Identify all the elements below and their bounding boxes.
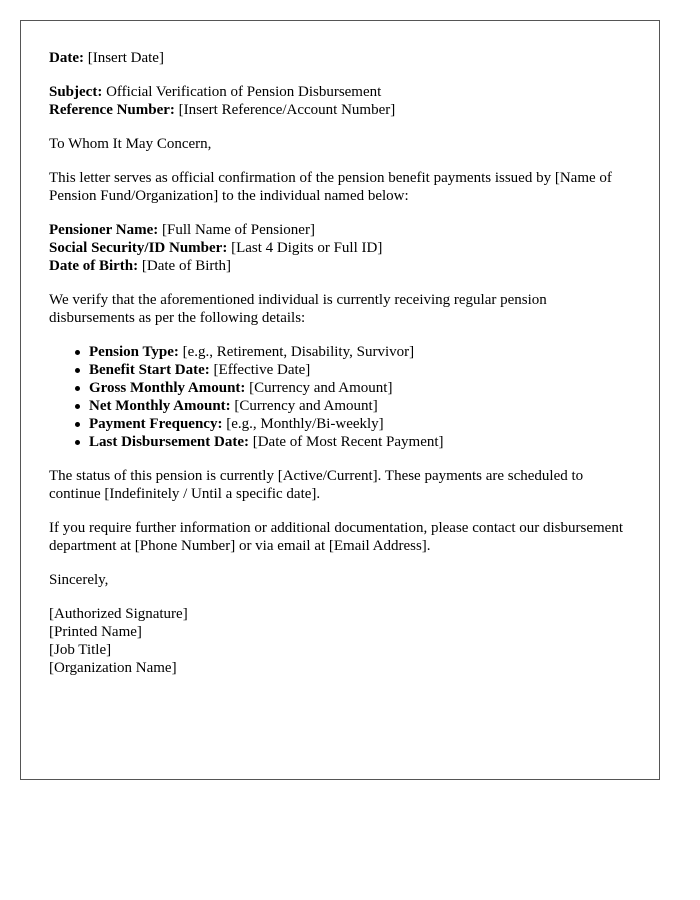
subject-line	[49, 83, 631, 101]
signature-line: [Authorized Signature]	[49, 606, 188, 622]
contact-paragraph: If you require further information or additional documentation, please contact our disbursement department at [Phone Number] or via email at [Email Address].	[49, 520, 623, 554]
pensioner-name-value: [Full Name of Pensioner]	[162, 222, 315, 238]
subject-label: Subject:	[49, 84, 103, 100]
organization-name: [Organization Name]	[49, 660, 177, 676]
detail-label: Net Monthly Amount:	[89, 398, 231, 414]
list-item	[89, 343, 631, 361]
detail-value: [Currency and Amount]	[234, 398, 378, 414]
pensioner-info-block	[49, 221, 631, 275]
date-label: Date:	[49, 50, 84, 66]
pensioner-name-label: Pensioner Name:	[49, 222, 159, 238]
detail-label: Pension Type:	[89, 344, 179, 360]
signature-block	[49, 605, 631, 677]
detail-value: [Date of Most Recent Payment]	[252, 434, 444, 450]
detail-value: [e.g., Retirement, Disability, Survivor]	[182, 344, 415, 360]
detail-value: [Currency and Amount]	[249, 380, 393, 396]
reference-line	[49, 101, 631, 119]
job-title: [Job Title]	[49, 642, 112, 658]
salutation: To Whom It May Concern,	[49, 136, 212, 152]
letter-document	[20, 20, 660, 780]
detail-label: Benefit Start Date:	[89, 362, 210, 378]
printed-name: [Printed Name]	[49, 624, 142, 640]
pensioner-id-line	[49, 239, 631, 257]
detail-value: [e.g., Monthly/Bi-weekly]	[226, 416, 384, 432]
list-item	[89, 397, 631, 415]
list-item	[89, 361, 631, 379]
pensioner-id-value: [Last 4 Digits or Full ID]	[231, 240, 383, 256]
list-item	[89, 415, 631, 433]
subject-value: Official Verification of Pension Disbursement	[106, 84, 382, 100]
pensioner-dob-value: [Date of Birth]	[141, 258, 232, 274]
detail-label: Gross Monthly Amount:	[89, 380, 246, 396]
subject-block	[49, 83, 631, 119]
pensioner-id-label: Social Security/ID Number:	[49, 240, 228, 256]
list-item	[89, 379, 631, 397]
pensioner-dob-line	[49, 257, 631, 275]
pensioner-dob-label: Date of Birth:	[49, 258, 139, 274]
intro-paragraph: This letter serves as official confirmation of the pension benefit payments issued by [Name of Pension Fund/Organization] to the individual named below:	[49, 170, 612, 204]
pension-details-list	[49, 343, 631, 451]
verify-paragraph: We verify that the aforementioned individual is currently receiving regular pension disbursements as per the following details:	[49, 292, 547, 326]
reference-value: [Insert Reference/Account Number]	[178, 102, 396, 118]
date-line	[49, 49, 631, 67]
detail-label: Payment Frequency:	[89, 416, 223, 432]
pensioner-name-line	[49, 221, 631, 239]
reference-label: Reference Number:	[49, 102, 175, 118]
closing: Sincerely,	[49, 572, 109, 588]
list-item	[89, 433, 631, 451]
date-value: [Insert Date]	[87, 50, 164, 66]
status-paragraph: The status of this pension is currently [Active/Current]. These payments are scheduled to continue [Indefinitely / Until a specific date].	[49, 468, 584, 502]
detail-label: Last Disbursement Date:	[89, 434, 249, 450]
detail-value: [Effective Date]	[213, 362, 311, 378]
